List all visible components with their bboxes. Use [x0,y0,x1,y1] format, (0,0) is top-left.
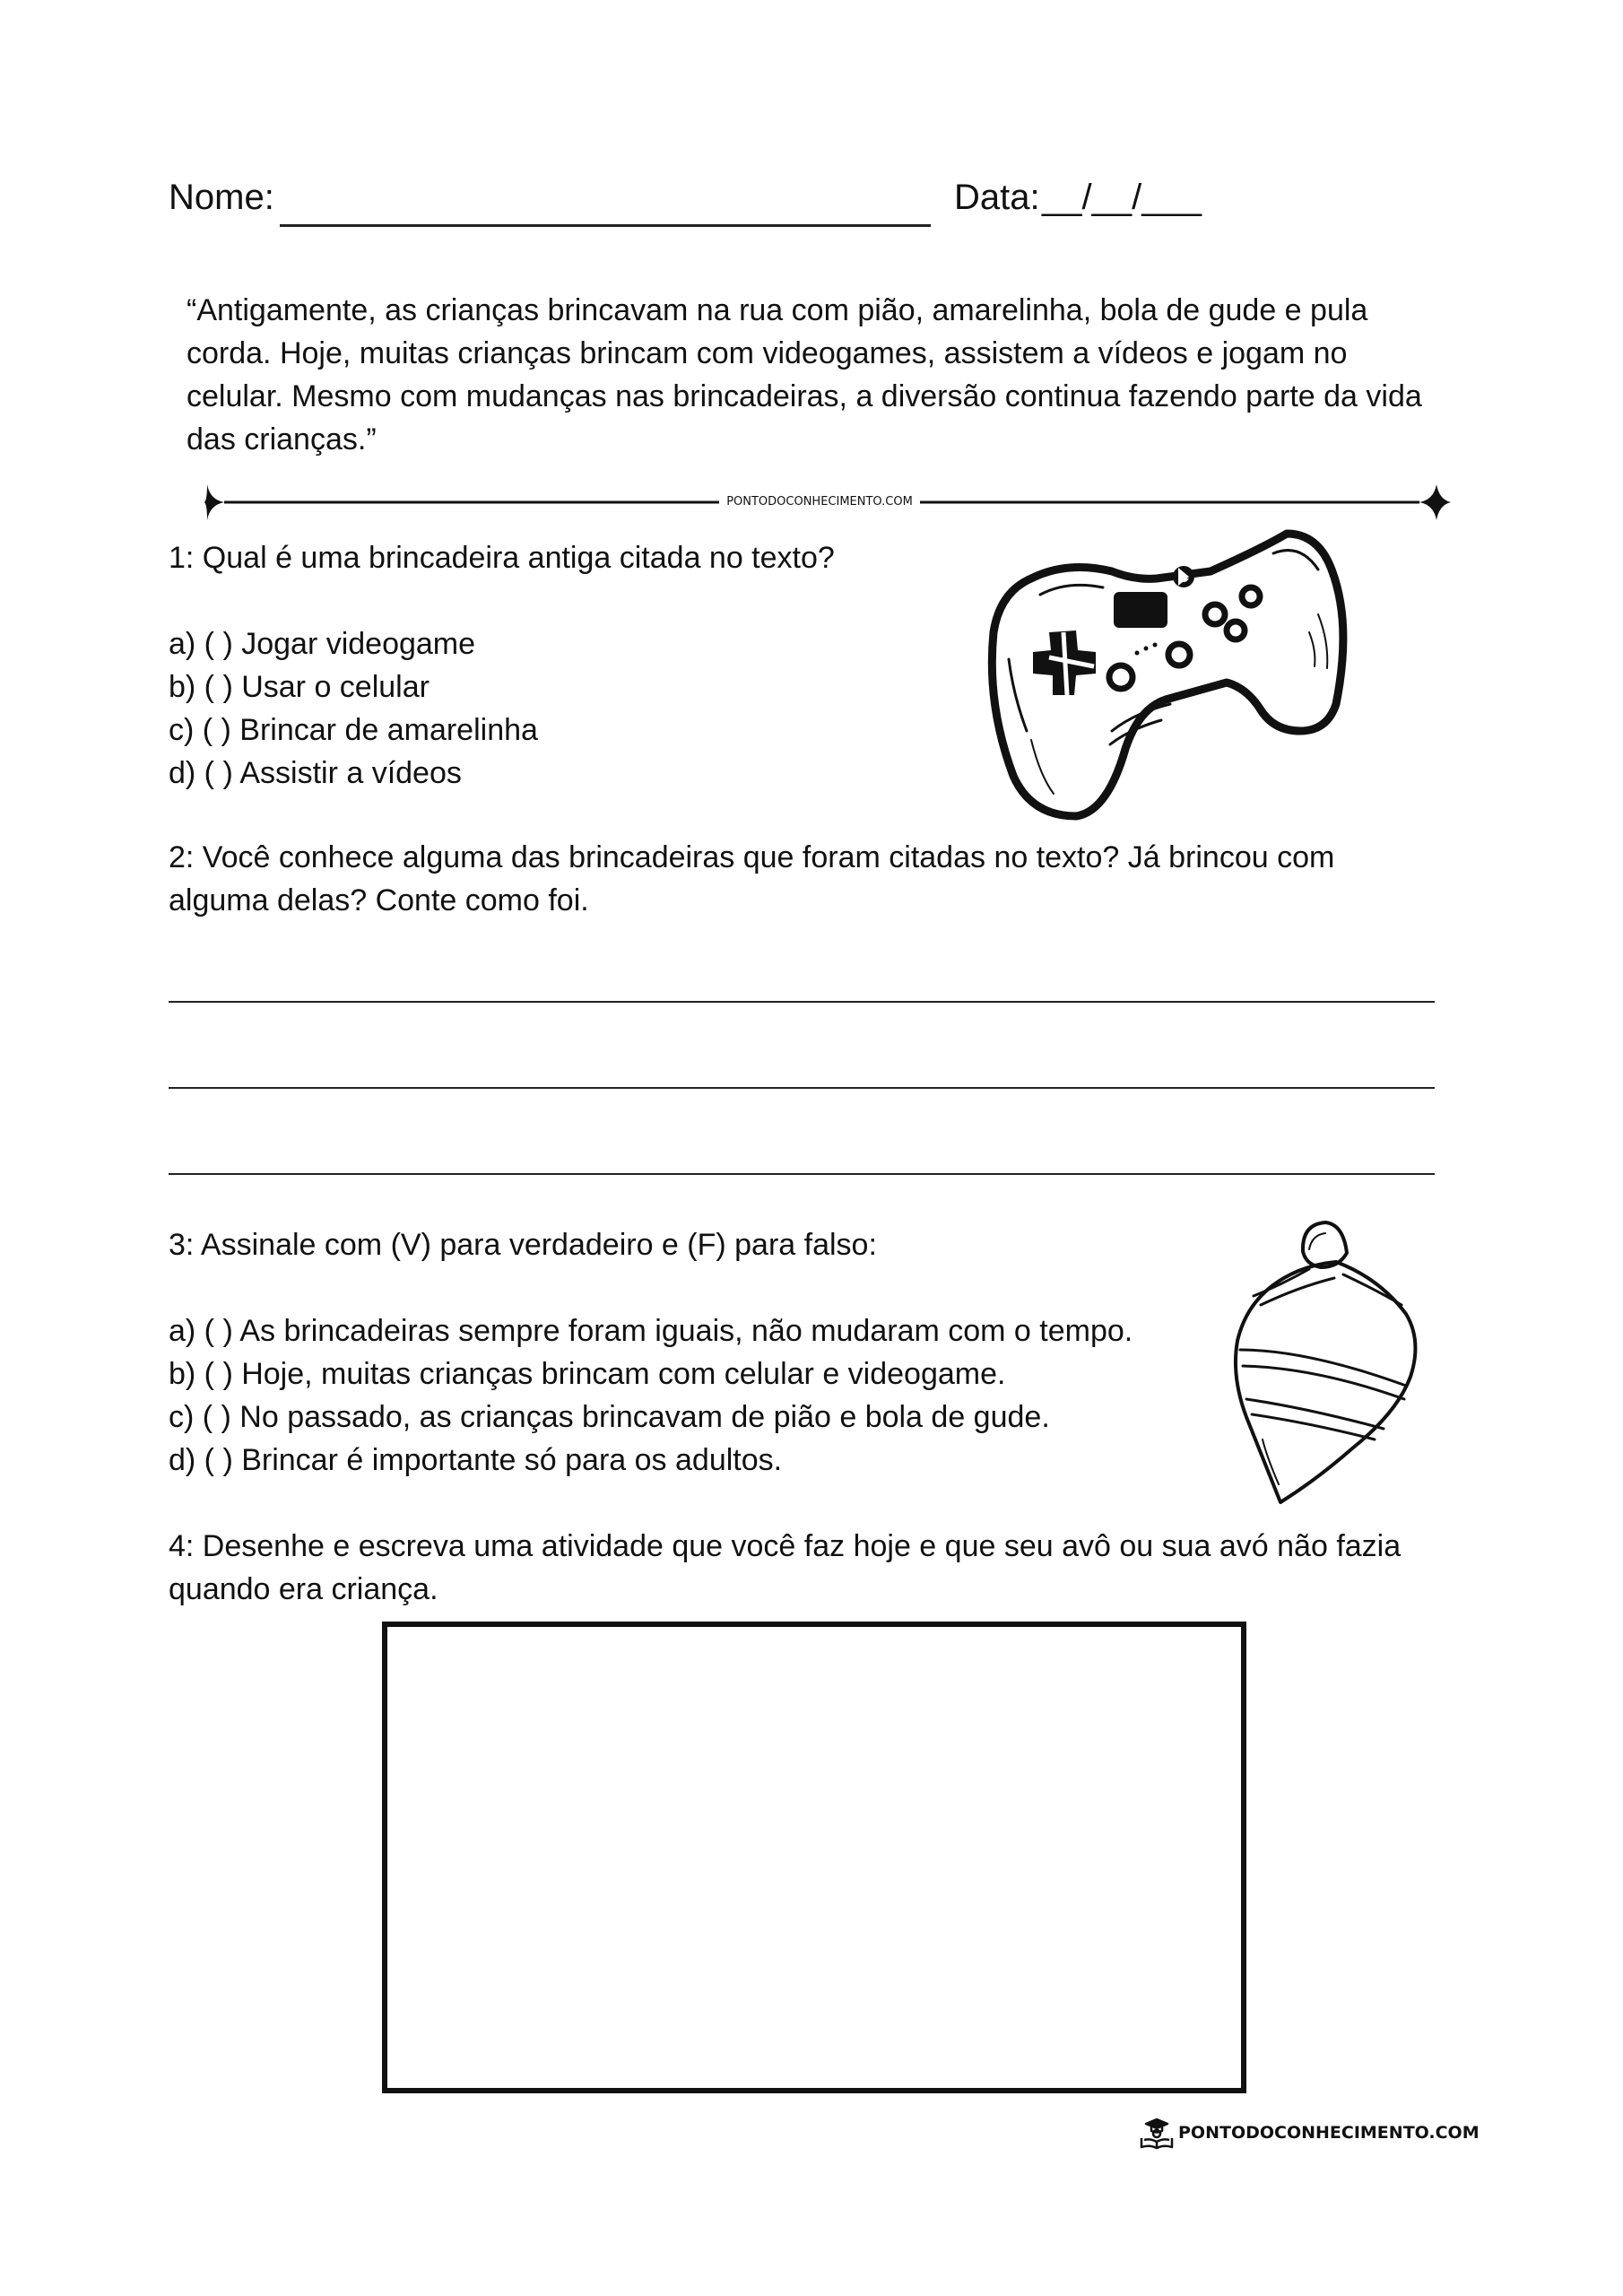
q1-option-b[interactable]: b) ( ) Usar o celular [169,670,430,704]
question-4-line-2: quando era criança. [169,1572,438,1606]
date-label: Data: [954,178,1040,217]
question-1: 1: Qual é uma brincadeira antiga citada no texto? [169,541,835,575]
date-blank[interactable]: __/__/___ [1042,178,1202,217]
q3-option-d[interactable]: d) ( ) Brincar é importante só para os adultos. [169,1443,783,1477]
footer-brand-text: PONTODOCONHECIMENTO.COM [1178,2123,1480,2143]
book-graduate-logo-icon [1139,2115,1175,2151]
intro-paragraph: “Antigamente, as crianças brincavam na rua com pião, amarelinha, bola de gude e pula corda. Hoje, muitas crianças brincam com videogames, assistem a vídeos e jogam no celular. Mesmo com mudanças nas brincadeiras, a diversão continua fazendo parte da vida das crianças.” [187,293,1422,457]
name-label: Nome: [169,178,274,217]
q3-option-b[interactable]: b) ( ) Hoje, muitas crianças brincam com celular e videogame. [169,1357,1006,1391]
drawing-area[interactable] [382,1622,1246,2093]
footer-brand [1139,2115,1480,2151]
q1-option-c[interactable]: c) ( ) Brincar de amarelinha [169,713,538,747]
q1-option-d[interactable]: d) ( ) Assistir a vídeos [169,756,462,790]
spinning-top-icon [1227,1215,1424,1511]
answer-line-2[interactable] [169,1087,1435,1089]
question-4-line-1: 4: Desenhe e escreva uma atividade que você faz hoje e que seu avô ou sua avó não fazia [169,1529,1402,1563]
answer-line-1[interactable] [169,1001,1435,1003]
question-3: 3: Assinale com (V) para verdadeiro e (F) para falso: [169,1228,877,1262]
question-2-line-2: alguma delas? Conte como foi. [169,883,589,918]
q1-option-a[interactable]: a) ( ) Jogar videogame [169,627,476,661]
q3-option-c[interactable]: c) ( ) No passado, as crianças brincavam de pião e bola de gude. [169,1400,1050,1434]
divider-brand-text: PONTODOCONHECIMENTO.COM [726,495,913,509]
question-2-line-1: 2: Você conhece alguma das brincadeiras que foram citadas no texto? Já brincou com [169,840,1335,874]
answer-line-3[interactable] [169,1173,1435,1175]
name-input-line[interactable] [280,224,931,227]
gamepad-icon [977,516,1354,825]
q3-option-a[interactable]: a) ( ) As brincadeiras sempre foram iguais, não mudaram com o tempo. [169,1314,1133,1348]
